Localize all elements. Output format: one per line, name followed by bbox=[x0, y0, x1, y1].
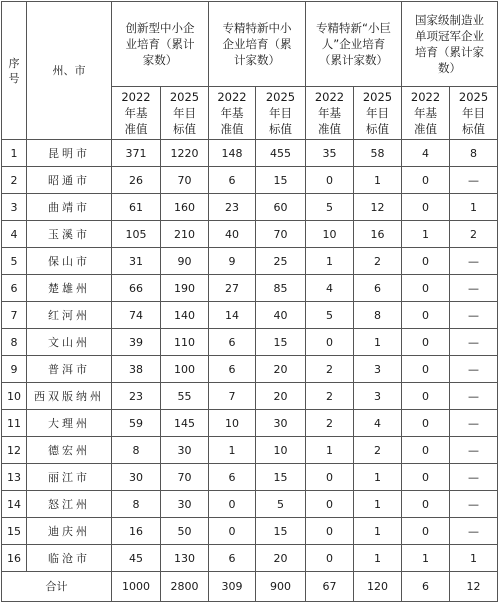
total-value: 309 bbox=[209, 572, 256, 602]
row-value: — bbox=[450, 437, 498, 464]
row-value: 1 bbox=[354, 518, 402, 545]
row-value: 16 bbox=[112, 518, 161, 545]
row-seq: 2 bbox=[2, 167, 27, 194]
row-seq: 14 bbox=[2, 491, 27, 518]
header-base-2: 2022年基准值 bbox=[209, 87, 256, 140]
row-value: 0 bbox=[306, 464, 354, 491]
row-value: 0 bbox=[402, 491, 450, 518]
row-seq: 8 bbox=[2, 329, 27, 356]
row-value: 2 bbox=[306, 356, 354, 383]
row-value: 1 bbox=[354, 545, 402, 572]
table-row bbox=[2, 248, 498, 275]
header-seq: 序号 bbox=[2, 2, 27, 140]
total-value: 120 bbox=[354, 572, 402, 602]
row-value: — bbox=[450, 410, 498, 437]
row-seq: 12 bbox=[2, 437, 27, 464]
row-value: 6 bbox=[209, 464, 256, 491]
header-group-specialized: 专精特新中小企业培育（累计家数） bbox=[209, 2, 306, 87]
row-value: 210 bbox=[161, 221, 209, 248]
table-row bbox=[2, 464, 498, 491]
row-value: 85 bbox=[256, 275, 306, 302]
row-value: 4 bbox=[306, 275, 354, 302]
row-value: 16 bbox=[354, 221, 402, 248]
row-value: 0 bbox=[402, 437, 450, 464]
row-value: 15 bbox=[256, 167, 306, 194]
header-target-2: 2025年目标值 bbox=[256, 87, 306, 140]
header-group-champion: 国家级制造业单项冠军企业培育（累计家数） bbox=[402, 2, 498, 87]
row-value: 6 bbox=[209, 356, 256, 383]
row-value: 70 bbox=[256, 221, 306, 248]
table-row bbox=[2, 221, 498, 248]
row-value: 59 bbox=[112, 410, 161, 437]
row-value: 5 bbox=[306, 302, 354, 329]
row-value: 45 bbox=[112, 545, 161, 572]
row-value: 10 bbox=[306, 221, 354, 248]
row-value: 145 bbox=[161, 410, 209, 437]
row-value: 12 bbox=[354, 194, 402, 221]
row-value: 3 bbox=[354, 383, 402, 410]
row-value: 50 bbox=[161, 518, 209, 545]
row-region: 丽江市 bbox=[27, 464, 112, 491]
row-value: 371 bbox=[112, 140, 161, 167]
row-value: 10 bbox=[209, 410, 256, 437]
row-value: 140 bbox=[161, 302, 209, 329]
row-value: 0 bbox=[402, 248, 450, 275]
total-value: 6 bbox=[402, 572, 450, 602]
table-row bbox=[2, 383, 498, 410]
total-value: 2800 bbox=[161, 572, 209, 602]
row-value: 8 bbox=[112, 437, 161, 464]
row-region: 红河州 bbox=[27, 302, 112, 329]
row-region: 楚雄州 bbox=[27, 275, 112, 302]
table-row bbox=[2, 329, 498, 356]
row-value: 3 bbox=[354, 356, 402, 383]
row-value: 1 bbox=[209, 437, 256, 464]
row-value: 455 bbox=[256, 140, 306, 167]
table-row bbox=[2, 194, 498, 221]
table-row bbox=[2, 275, 498, 302]
row-value: 23 bbox=[112, 383, 161, 410]
row-value: 15 bbox=[256, 329, 306, 356]
row-region: 迪庆州 bbox=[27, 518, 112, 545]
row-value: — bbox=[450, 383, 498, 410]
row-seq: 11 bbox=[2, 410, 27, 437]
row-value: 0 bbox=[402, 356, 450, 383]
row-value: 30 bbox=[112, 464, 161, 491]
row-region: 保山市 bbox=[27, 248, 112, 275]
table-body bbox=[2, 140, 498, 602]
row-value: 0 bbox=[402, 329, 450, 356]
row-value: 2 bbox=[306, 383, 354, 410]
row-value: 9 bbox=[209, 248, 256, 275]
table-row bbox=[2, 167, 498, 194]
row-value: 27 bbox=[209, 275, 256, 302]
row-value: 2 bbox=[354, 437, 402, 464]
row-value: — bbox=[450, 302, 498, 329]
row-value: 110 bbox=[161, 329, 209, 356]
row-value: 26 bbox=[112, 167, 161, 194]
row-value: 0 bbox=[402, 410, 450, 437]
header-target-1: 2025年目标值 bbox=[161, 87, 209, 140]
header-base-3: 2022年基准值 bbox=[306, 87, 354, 140]
row-value: 0 bbox=[402, 275, 450, 302]
row-region: 怒江州 bbox=[27, 491, 112, 518]
row-value: 6 bbox=[209, 545, 256, 572]
row-value: 25 bbox=[256, 248, 306, 275]
row-value: 1 bbox=[354, 329, 402, 356]
row-value: 0 bbox=[209, 518, 256, 545]
row-value: 30 bbox=[256, 410, 306, 437]
table-row bbox=[2, 140, 498, 167]
row-value: — bbox=[450, 356, 498, 383]
row-region: 文山州 bbox=[27, 329, 112, 356]
row-value: 1 bbox=[306, 248, 354, 275]
row-value: — bbox=[450, 464, 498, 491]
row-value: 15 bbox=[256, 464, 306, 491]
row-value: 8 bbox=[112, 491, 161, 518]
row-value: 0 bbox=[402, 167, 450, 194]
row-value: 160 bbox=[161, 194, 209, 221]
row-value: 1220 bbox=[161, 140, 209, 167]
row-value: 14 bbox=[209, 302, 256, 329]
row-value: 130 bbox=[161, 545, 209, 572]
row-value: — bbox=[450, 518, 498, 545]
row-value: 1 bbox=[450, 545, 498, 572]
row-value: 30 bbox=[161, 491, 209, 518]
table-row bbox=[2, 410, 498, 437]
total-value: 1000 bbox=[112, 572, 161, 602]
row-value: 190 bbox=[161, 275, 209, 302]
row-value: 1 bbox=[402, 545, 450, 572]
row-value: 8 bbox=[354, 302, 402, 329]
table-row bbox=[2, 437, 498, 464]
row-value: 90 bbox=[161, 248, 209, 275]
header-base-1: 2022年基准值 bbox=[112, 87, 161, 140]
row-value: 70 bbox=[161, 464, 209, 491]
row-value: 55 bbox=[161, 383, 209, 410]
row-region: 西双版纳州 bbox=[27, 383, 112, 410]
row-value: 4 bbox=[402, 140, 450, 167]
row-seq: 4 bbox=[2, 221, 27, 248]
row-value: 1 bbox=[450, 194, 498, 221]
row-value: 0 bbox=[402, 194, 450, 221]
row-value: 0 bbox=[306, 329, 354, 356]
row-value: 58 bbox=[354, 140, 402, 167]
row-region: 昆明市 bbox=[27, 140, 112, 167]
row-value: 5 bbox=[256, 491, 306, 518]
row-value: 105 bbox=[112, 221, 161, 248]
row-seq: 6 bbox=[2, 275, 27, 302]
row-value: 35 bbox=[306, 140, 354, 167]
total-label: 合计 bbox=[2, 572, 112, 602]
row-value: 2 bbox=[450, 221, 498, 248]
row-value: 60 bbox=[256, 194, 306, 221]
row-seq: 15 bbox=[2, 518, 27, 545]
row-region: 普洱市 bbox=[27, 356, 112, 383]
row-value: 5 bbox=[306, 194, 354, 221]
row-value: 1 bbox=[354, 491, 402, 518]
header-group-innovative: 创新型中小企业培育（累计家数） bbox=[112, 2, 209, 87]
row-value: 40 bbox=[256, 302, 306, 329]
total-value: 12 bbox=[450, 572, 498, 602]
header-base-4: 2022年基准值 bbox=[402, 87, 450, 140]
row-value: 38 bbox=[112, 356, 161, 383]
row-value: 0 bbox=[402, 302, 450, 329]
row-value: — bbox=[450, 491, 498, 518]
row-seq: 16 bbox=[2, 545, 27, 572]
row-value: 0 bbox=[306, 518, 354, 545]
header-target-4: 2025年目标值 bbox=[450, 87, 498, 140]
row-value: 0 bbox=[209, 491, 256, 518]
row-value: — bbox=[450, 275, 498, 302]
row-region: 曲靖市 bbox=[27, 194, 112, 221]
row-seq: 13 bbox=[2, 464, 27, 491]
header-group-little-giant: 专精特新“小巨人”企业培育（累计家数） bbox=[306, 2, 402, 87]
row-region: 昭通市 bbox=[27, 167, 112, 194]
row-value: 6 bbox=[354, 275, 402, 302]
row-value: 70 bbox=[161, 167, 209, 194]
row-value: 0 bbox=[306, 491, 354, 518]
row-value: 20 bbox=[256, 356, 306, 383]
row-value: 0 bbox=[402, 464, 450, 491]
row-region: 临沧市 bbox=[27, 545, 112, 572]
row-value: — bbox=[450, 329, 498, 356]
row-value: 61 bbox=[112, 194, 161, 221]
row-value: 0 bbox=[402, 518, 450, 545]
row-region: 玉溪市 bbox=[27, 221, 112, 248]
row-value: 6 bbox=[209, 167, 256, 194]
row-value: 2 bbox=[306, 410, 354, 437]
row-value: 23 bbox=[209, 194, 256, 221]
row-value: 2 bbox=[354, 248, 402, 275]
row-value: — bbox=[450, 248, 498, 275]
row-value: 1 bbox=[306, 437, 354, 464]
row-value: 31 bbox=[112, 248, 161, 275]
table-row bbox=[2, 302, 498, 329]
row-seq: 1 bbox=[2, 140, 27, 167]
row-seq: 10 bbox=[2, 383, 27, 410]
row-value: 7 bbox=[209, 383, 256, 410]
total-value: 900 bbox=[256, 572, 306, 602]
row-value: 74 bbox=[112, 302, 161, 329]
row-value: 30 bbox=[161, 437, 209, 464]
table-row bbox=[2, 545, 498, 572]
row-seq: 5 bbox=[2, 248, 27, 275]
row-seq: 3 bbox=[2, 194, 27, 221]
row-seq: 7 bbox=[2, 302, 27, 329]
total-value: 67 bbox=[306, 572, 354, 602]
row-value: 66 bbox=[112, 275, 161, 302]
row-value: 0 bbox=[402, 383, 450, 410]
row-value: 39 bbox=[112, 329, 161, 356]
row-value: — bbox=[450, 167, 498, 194]
row-value: 1 bbox=[354, 464, 402, 491]
table-row bbox=[2, 356, 498, 383]
data-table bbox=[1, 1, 498, 602]
row-value: 15 bbox=[256, 518, 306, 545]
row-value: 1 bbox=[354, 167, 402, 194]
row-region: 大理州 bbox=[27, 410, 112, 437]
row-value: 0 bbox=[306, 167, 354, 194]
row-value: 100 bbox=[161, 356, 209, 383]
row-value: 4 bbox=[354, 410, 402, 437]
total-row bbox=[2, 572, 498, 602]
row-seq: 9 bbox=[2, 356, 27, 383]
row-value: 40 bbox=[209, 221, 256, 248]
table-row bbox=[2, 491, 498, 518]
row-region: 德宏州 bbox=[27, 437, 112, 464]
row-value: 20 bbox=[256, 545, 306, 572]
row-value: 10 bbox=[256, 437, 306, 464]
row-value: 20 bbox=[256, 383, 306, 410]
header-target-3: 2025年目标值 bbox=[354, 87, 402, 140]
header-region: 州、市 bbox=[27, 2, 112, 140]
row-value: 1 bbox=[402, 221, 450, 248]
row-value: 148 bbox=[209, 140, 256, 167]
row-value: 6 bbox=[209, 329, 256, 356]
row-value: 8 bbox=[450, 140, 498, 167]
table-row bbox=[2, 518, 498, 545]
row-value: 0 bbox=[306, 545, 354, 572]
